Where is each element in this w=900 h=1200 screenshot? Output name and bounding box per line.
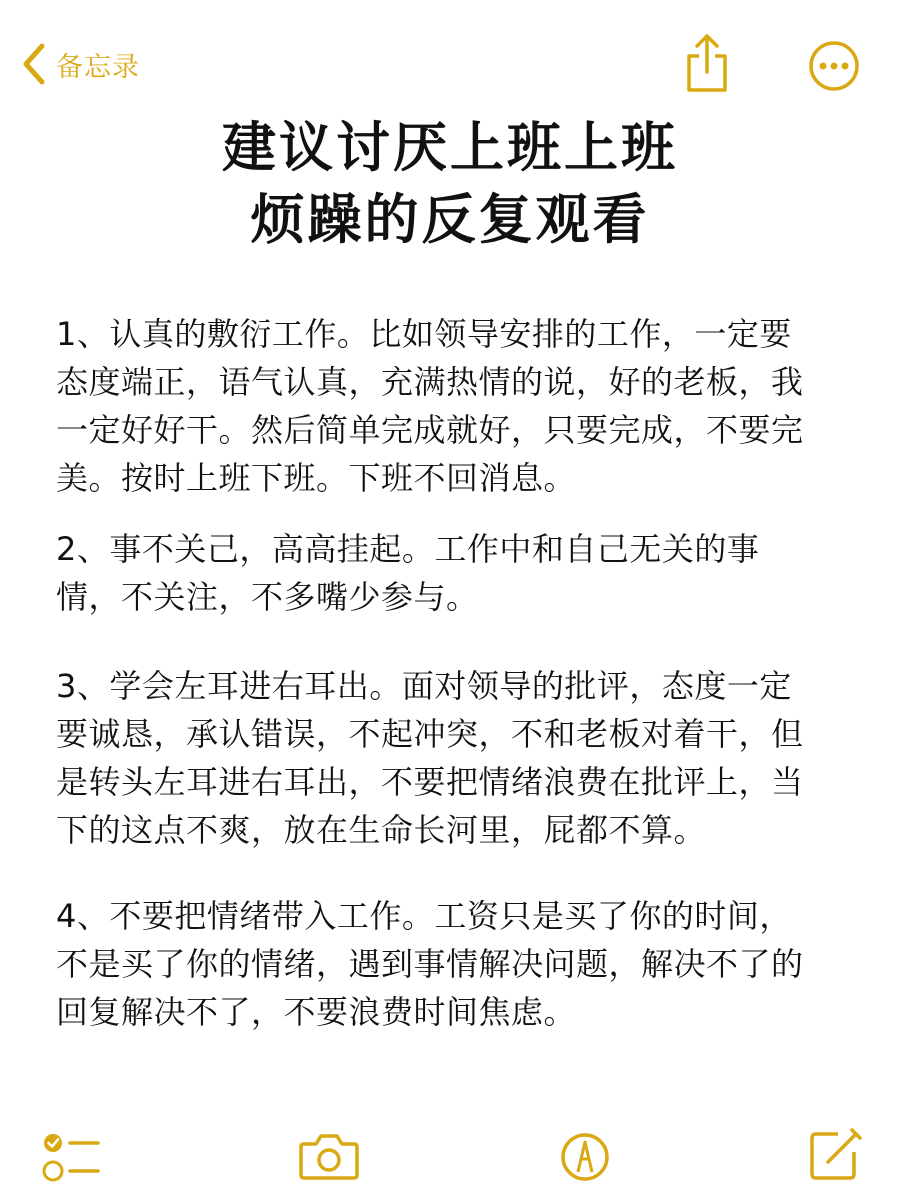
more-button[interactable] xyxy=(808,40,860,92)
bottom-toolbar xyxy=(0,1120,900,1200)
note-text-line: 一定好好干。然后简单完成就好，只要完成，不要完 xyxy=(56,411,804,449)
note-text-line: 2、事不关己，高高挂起。工作中和自己无关的事 xyxy=(56,530,760,568)
note-paragraph-4[interactable] xyxy=(56,892,856,1036)
note-text-line: 要诚恳，承认错误，不起冲突，不和老板对着干，但 xyxy=(56,715,804,753)
note-text-line: 1、认真的敷衍工作。比如领导安排的工作，一定要 xyxy=(56,315,792,353)
back-button[interactable] xyxy=(20,40,140,88)
note-title-line: 烦躁的反复观看 xyxy=(250,188,650,251)
markup-icon xyxy=(560,1128,610,1186)
chevron-left-icon xyxy=(20,42,48,86)
navigation-bar xyxy=(0,0,900,120)
note-text-line: 下的这点不爽，放在生命长河里，屁都不算。 xyxy=(56,811,707,849)
note-text-line: 3、学会左耳进右耳出。面对领导的批评，态度一定 xyxy=(56,667,792,705)
note-text-line: 情，不关注，不多嘴少参与。 xyxy=(56,578,479,616)
camera-button[interactable] xyxy=(298,1130,360,1182)
markup-button[interactable] xyxy=(560,1128,610,1186)
note-title[interactable] xyxy=(0,112,900,256)
note-text-line: 回复解决不了，不要浪费时间焦虑。 xyxy=(56,993,577,1031)
share-icon xyxy=(684,32,730,94)
note-paragraph-2[interactable] xyxy=(56,525,856,621)
camera-icon xyxy=(298,1130,360,1182)
share-button[interactable] xyxy=(684,32,730,94)
note-paragraph-1[interactable] xyxy=(56,310,856,502)
checklist-icon xyxy=(40,1130,102,1186)
checklist-button[interactable] xyxy=(40,1130,102,1186)
note-text-line: 4、不要把情绪带入工作。工资只是买了你的时间， xyxy=(56,897,792,935)
note-text-line: 态度端正，语气认真，充满热情的说，好的老板，我 xyxy=(56,363,804,401)
note-text-line: 美。按时上班下班。下班不回消息。 xyxy=(56,459,577,497)
compose-button[interactable] xyxy=(808,1126,862,1182)
back-label: 备忘录 xyxy=(56,51,140,83)
note-text-line: 不是买了你的情绪，遇到事情解决问题，解决不了的 xyxy=(56,945,804,983)
more-icon xyxy=(808,40,860,92)
compose-icon xyxy=(808,1126,862,1182)
note-text-line: 是转头左耳进右耳出，不要把情绪浪费在批评上，当 xyxy=(56,763,804,801)
note-paragraph-3[interactable] xyxy=(56,662,856,854)
note-title-line: 建议讨厌上班上班 xyxy=(222,116,678,179)
